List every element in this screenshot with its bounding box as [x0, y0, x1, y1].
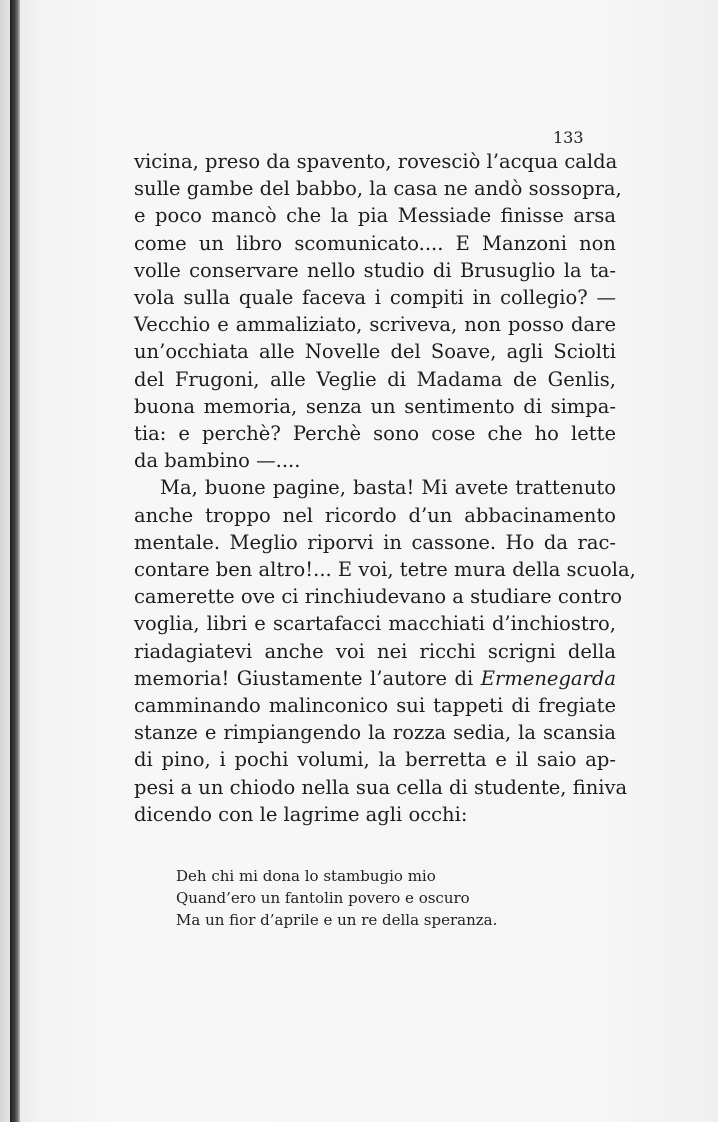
text-line: del Frugoni, alle Veglie di Madama de Genlis,: [134, 367, 616, 391]
text-line-with-title: [134, 665, 616, 692]
text-line: un’occhiata alle Novelle del Soave, agli Sciolti: [134, 340, 616, 364]
text-line: come un libro scomunicato.... E Manzoni non: [134, 231, 616, 255]
text-line: tia: e perchè? Perchè sono cose che ho lette: [134, 422, 616, 446]
text-line: Ma, buone pagine, basta! Mi avete trattenuto: [160, 476, 616, 500]
verse-line: Ma un fior d’aprile e un re della speranza.: [176, 911, 498, 929]
verse-line: Quand’ero un fantolin povero e oscuro: [176, 889, 470, 907]
work-title: Ermenegarda: [480, 666, 616, 690]
text-line: volle conservare nello studio di Brusuglio la ta-: [134, 258, 616, 282]
verse-line: Deh chi mi dona lo stambugio mio: [176, 867, 436, 885]
book-spine-shadow: [10, 0, 20, 1122]
text-line: anche troppo nel ricordo d’un abbacinamento: [134, 503, 616, 527]
text-line: contare ben altro!... E voi, tetre mura della scuola,: [134, 558, 636, 582]
text-line: pesi a un chiodo nella sua cella di studente, finiva: [134, 775, 628, 799]
text-line: dicendo con le lagrime agli occhi:: [134, 802, 468, 826]
text-line: Vecchio e ammaliziato, scriveva, non posso dare: [134, 313, 616, 337]
text-line: stanze e rimpiangendo la rozza sedia, la scansia: [134, 721, 616, 745]
page-number: 133: [553, 128, 584, 147]
body-text: [134, 148, 636, 828]
text-line: mentale. Meglio riporvi in cassone. Ho da rac-: [134, 530, 616, 554]
text-line: camerette ove ci rinchiudevano a studiare contro: [134, 585, 623, 609]
text-line: vicina, preso da spavento, rovesciò l’acqua calda: [134, 150, 618, 173]
text-line: e poco mancò che la pia Messiade finisse arsa: [134, 204, 616, 228]
text-fragment: memoria! Giustamente l’autore di: [134, 666, 474, 690]
text-line: riadagiatevi anche voi nei ricchi scrigni della: [134, 639, 616, 663]
text-line: camminando malinconico sui tappeti di fregiate: [134, 694, 616, 718]
text-line: di pino, i pochi volumi, la berretta e il saio ap-: [134, 748, 616, 772]
text-line: sulle gambe del babbo, la casa ne andò sossopra,: [134, 177, 622, 201]
text-line: da bambino —....: [134, 449, 301, 473]
text-line: buona memoria, senza un sentimento di simpa-: [134, 394, 616, 418]
verse-quote: [176, 865, 497, 931]
text-line: voglia, libri e scartafacci macchiati d’inchiostro,: [134, 612, 616, 636]
text-line: vola sulla quale faceva i compiti in collegio? —: [134, 286, 616, 310]
